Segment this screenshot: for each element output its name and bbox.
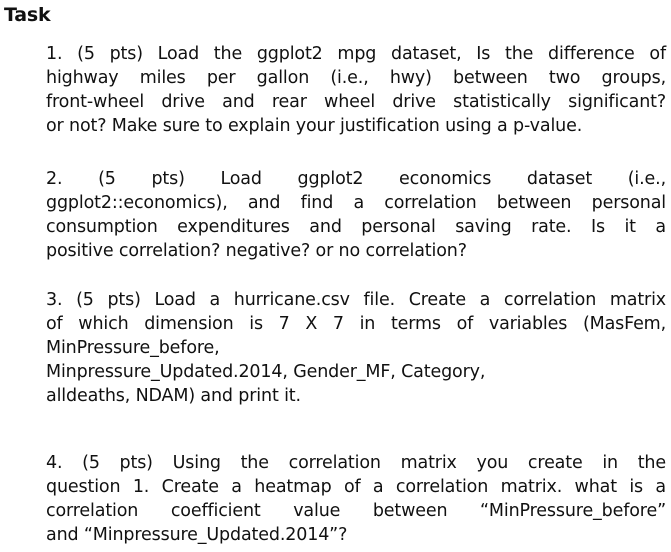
question-2-line-3: consumption expenditures and personal saving rate. Is it a — [46, 217, 666, 237]
question-4-line-4: and “Minpressure_Updated.2014”? — [46, 525, 348, 545]
question-3-line-5: alldeaths, NDAM) and print it. — [46, 386, 301, 406]
question-3-line-4-left: Minpressure_Updated.2014, — [46, 362, 288, 382]
question-1-line-2: highway miles per gallon (i.e., hwy) between two groups, — [46, 68, 666, 88]
question-3-line-3: MinPressure_before, — [46, 338, 220, 358]
question-2-line-4: positive correlation? negative? or no correlation? — [46, 241, 467, 261]
question-1-line-4: or not? Make sure to explain your justification using a p-value. — [46, 116, 583, 136]
question-3-line-2: of which dimension is 7 X 7 in terms of variables (MasFem, — [46, 314, 666, 334]
question-2 — [46, 167, 666, 263]
page-title: Task — [4, 4, 51, 26]
question-4-line-1: 4. (5 pts) Using the correlation matrix you create in the — [46, 453, 666, 473]
question-2-line-1: 2. (5 pts) Load ggplot2 economics dataset (i.e., — [46, 169, 666, 189]
question-1-line-3: front-wheel drive and rear wheel drive statistically significant? — [46, 92, 666, 112]
question-3-line-1: 3. (5 pts) Load a hurricane.csv file. Create a correlation matrix — [46, 290, 666, 310]
question-1 — [46, 42, 666, 138]
question-4-line-3: correlation coefficient value between “MinPressure_before” — [46, 501, 666, 521]
question-1-line-1: 1. (5 pts) Load the ggplot2 mpg dataset, Is the difference of — [46, 44, 666, 64]
question-3-line-4-right: Gender_MF, Category, — [293, 362, 486, 382]
question-4 — [46, 451, 666, 547]
question-4-line-2: question 1. Create a heatmap of a correlation matrix. what is a — [46, 477, 666, 497]
question-2-line-2: ggplot2::economics), and find a correlation between personal — [46, 193, 666, 213]
question-3-line-4 — [46, 360, 666, 384]
question-3 — [46, 288, 666, 408]
